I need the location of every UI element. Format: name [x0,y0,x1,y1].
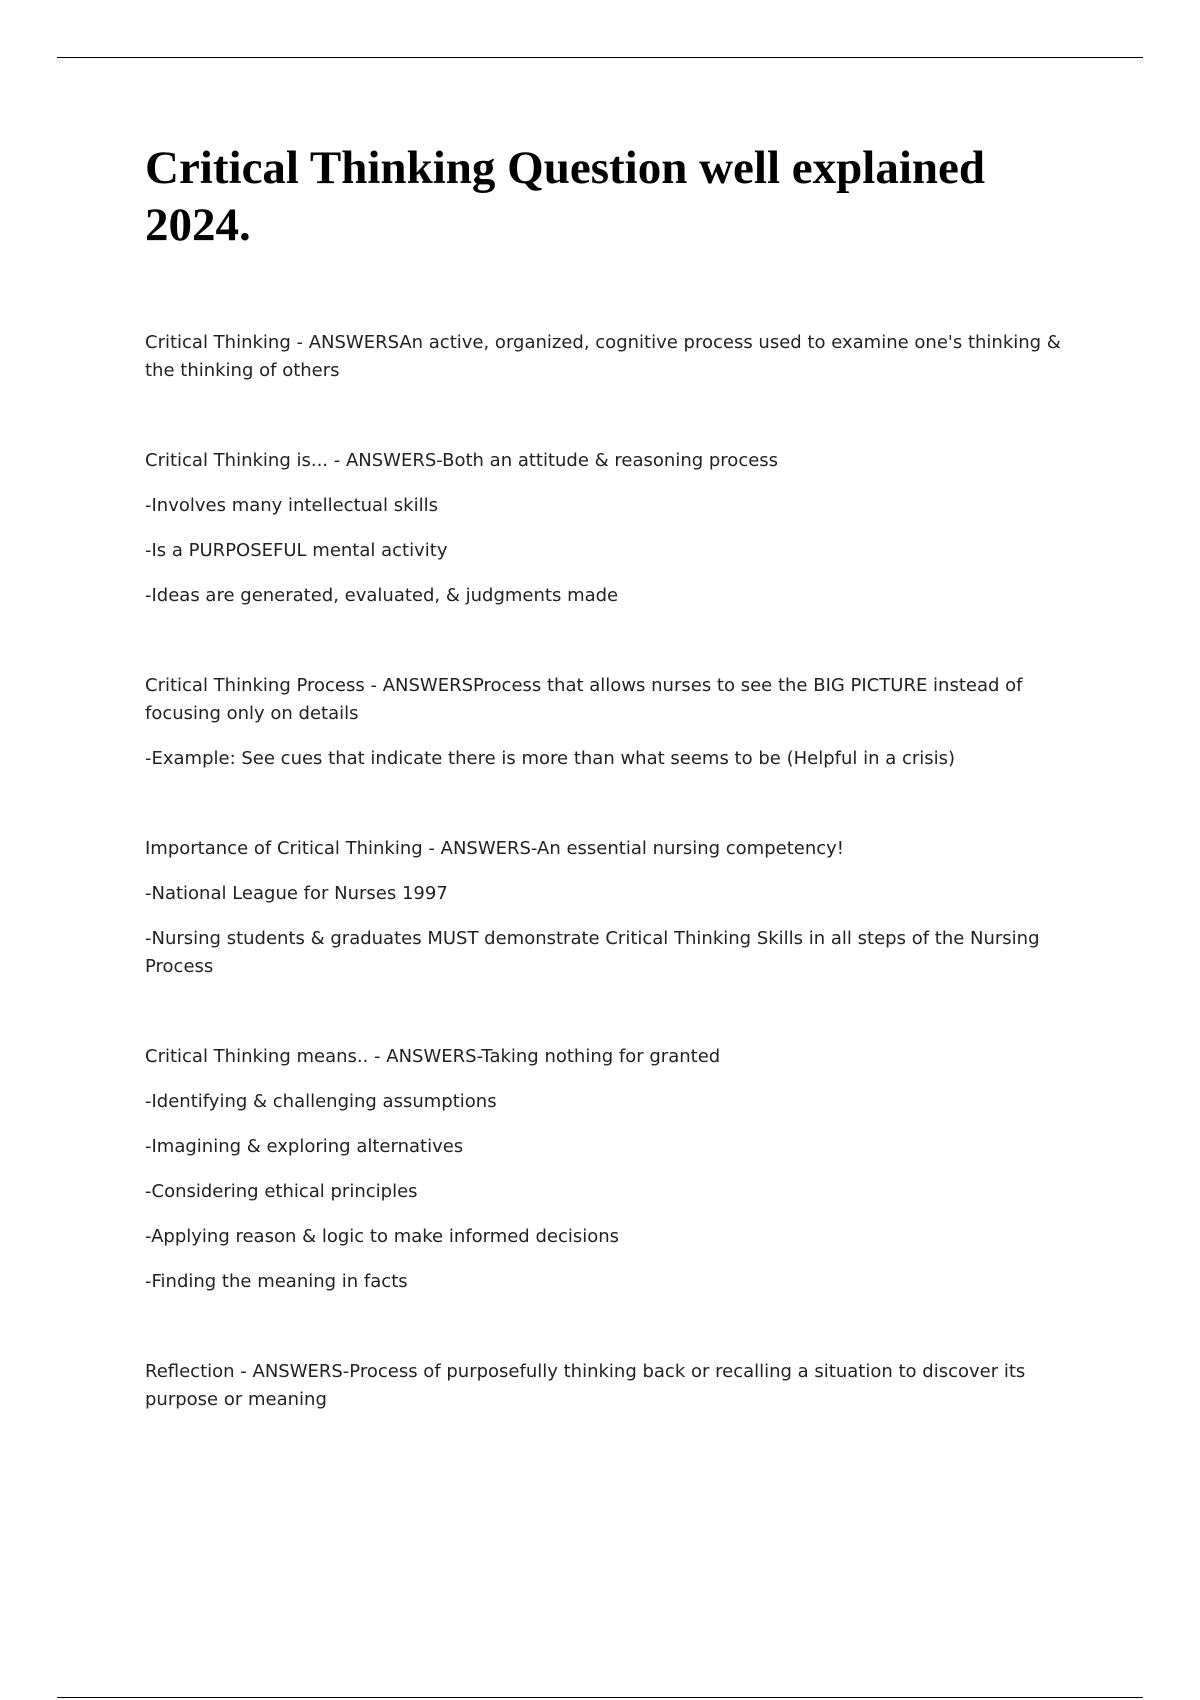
document-title: Critical Thinking Question well explained 2024. [145,142,986,251]
bottom-divider [57,1697,1143,1698]
document-body [145,140,1090,1414]
qa-line: -Finding the meaning in facts [145,1271,408,1292]
top-divider [57,57,1143,58]
qa-block-critical-thinking-process [145,672,1090,773]
qa-line: Critical Thinking means.. - ANSWERS-Taking nothing for granted [145,1046,721,1067]
qa-line: -Identifying & challenging assumptions [145,1091,497,1112]
qa-line: -Applying reason & logic to make informed decisions [145,1226,620,1247]
qa-block-reflection [145,1358,1090,1414]
qa-line: -Imagining & exploring alternatives [145,1136,464,1157]
qa-line: Importance of Critical Thinking - ANSWERS-An essential nursing competency! [145,838,845,859]
qa-block-critical-thinking [145,329,1090,385]
qa-line: -National League for Nurses 1997 [145,883,448,904]
qa-line: -Ideas are generated, evaluated, & judgments made [145,585,619,606]
qa-block-critical-thinking-means [145,1043,1090,1296]
qa-line: Critical Thinking Process - ANSWERSProcess that allows nurses to see the BIG PICTURE instead of focusing only on details [145,675,1023,724]
qa-line: -Example: See cues that indicate there is more than what seems to be (Helpful in a crisis) [145,748,956,769]
qa-line: Reflection - ANSWERS-Process of purposefully thinking back or recalling a situation to discover its purpose or meaning [145,1361,1026,1410]
qa-block-critical-thinking-is [145,447,1090,610]
qa-line: Critical Thinking is... - ANSWERS-Both an attitude & reasoning process [145,450,779,471]
qa-line: -Is a PURPOSEFUL mental activity [145,540,448,561]
qa-line: Critical Thinking - ANSWERSAn active, organized, cognitive process used to examine one's thinking & the thinking of others [145,332,1061,381]
qa-block-importance-of-critical-thinking [145,835,1090,981]
qa-list [145,329,1090,1414]
qa-line: -Involves many intellectual skills [145,495,438,516]
qa-line: -Nursing students & graduates MUST demonstrate Critical Thinking Skills in all steps of the Nursing Process [145,928,1040,977]
qa-line: -Considering ethical principles [145,1181,418,1202]
